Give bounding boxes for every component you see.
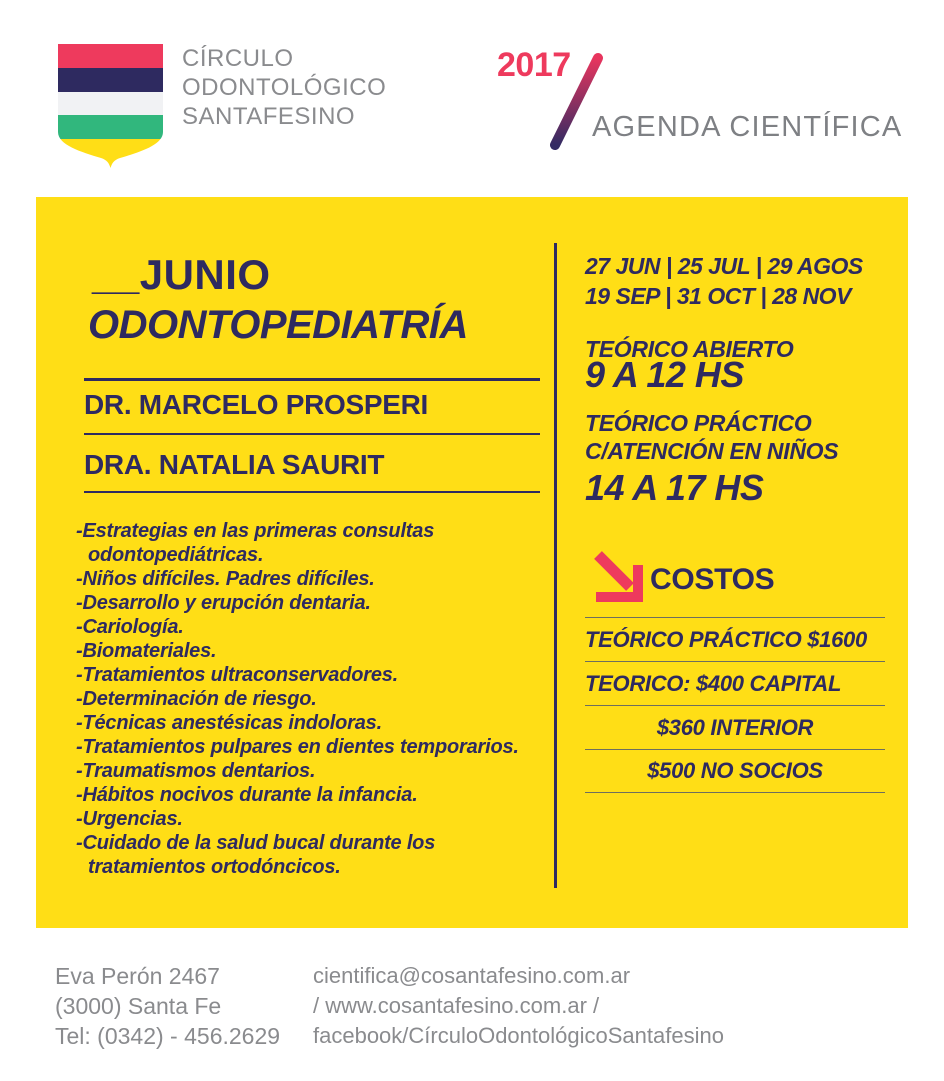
down-right-arrow-icon: [590, 549, 644, 603]
footer-email: cientifica@cosantafesino.com.ar: [313, 963, 631, 988]
vertical-divider: [554, 243, 557, 888]
org-name-line: ODONTOLÓGICO: [182, 74, 387, 101]
price-row: [585, 705, 885, 749]
practical-session-time: 14 A 17 HS: [585, 467, 764, 508]
practical-session-label: [585, 409, 838, 465]
session-dates-line: 19 SEP | 31 OCT | 28 NOV: [585, 283, 851, 309]
footer-phone: Tel: (0342) - 456.2629: [55, 1023, 281, 1049]
footer-website: / www.cosantafesino.com.ar /: [313, 993, 600, 1018]
footer-address: [55, 961, 280, 1051]
org-name-line: CÍRCULO: [182, 45, 294, 72]
session-dates-line: 27 JUN | 25 JUL | 29 AGOS: [585, 253, 863, 279]
topics-list: [76, 519, 552, 879]
price-row: [585, 617, 885, 661]
price-table: [585, 617, 885, 793]
footer-facebook: facebook/CírculoOdontológicoSantafesino: [313, 1023, 724, 1048]
event-title: ODONTOPEDIATRÍA: [88, 303, 468, 347]
footer-address-line: Eva Perón 2467: [55, 963, 220, 989]
topic-item: -Tratamientos ultraconservadores.: [76, 664, 399, 686]
open-session-label: TEÓRICO ABIERTO: [585, 336, 794, 362]
practical-session-label-line: TEÓRICO PRÁCTICO: [585, 410, 812, 436]
price-label: $360 INTERIOR: [656, 714, 814, 740]
costos-heading: COSTOS: [650, 563, 775, 596]
footer-contact: [313, 961, 724, 1051]
topic-item: -Estrategias en las primeras consultas odontopediátricas.: [76, 520, 435, 566]
topic-item: -Hábitos nocivos durante la infancia.: [76, 784, 418, 806]
divider-rule: [84, 491, 540, 493]
topic-item: -Niños difíciles. Padres difíciles.: [76, 568, 375, 590]
price-label: $500 NO SOCIOS: [647, 758, 823, 783]
topic-item: -Tratamientos pulpares en dientes temporarios.: [76, 736, 519, 758]
topic-item: -Técnicas anestésicas indoloras.: [76, 712, 382, 734]
price-row: [585, 749, 885, 793]
topic-item: -Cuidado de la salud bucal durante los tratamientos ortodóncicos.: [76, 832, 436, 878]
divider-rule: [84, 433, 540, 435]
price-row: [585, 661, 885, 705]
speaker-name: DRA. NATALIA SAURIT: [84, 449, 385, 480]
speaker-name: DR. MARCELO PROSPERI: [84, 389, 429, 420]
divider-rule: [84, 378, 540, 381]
price-label: TEÓRICO PRÁCTICO $1600: [585, 626, 867, 652]
topic-item: -Urgencias.: [76, 808, 183, 830]
session-dates: [585, 251, 863, 311]
org-logo-shield-icon: [58, 44, 163, 170]
topic-item: -Desarrollo y erupción dentaria.: [76, 592, 371, 614]
practical-session-label-line: C/ATENCIÓN EN NIÑOS: [585, 438, 839, 464]
year-label: 2017: [497, 46, 571, 84]
topic-item: -Determinación de riesgo.: [76, 688, 317, 710]
topic-item: -Traumatismos dentarios.: [76, 760, 316, 782]
event-month: __JUNIO: [92, 251, 271, 298]
topic-item: -Biomateriales.: [76, 640, 217, 662]
event-panel: [36, 197, 908, 928]
footer-address-line: (3000) Santa Fe: [55, 993, 222, 1019]
org-name: [182, 44, 386, 131]
org-name-line: SANTAFESINO: [182, 103, 356, 130]
agenda-title: AGENDA CIENTÍFICA: [592, 111, 903, 143]
topic-item: -Cariología.: [76, 616, 184, 638]
open-session-time: 9 A 12 HS: [585, 354, 744, 395]
price-label: TEORICO: $400 CAPITAL: [585, 670, 842, 696]
